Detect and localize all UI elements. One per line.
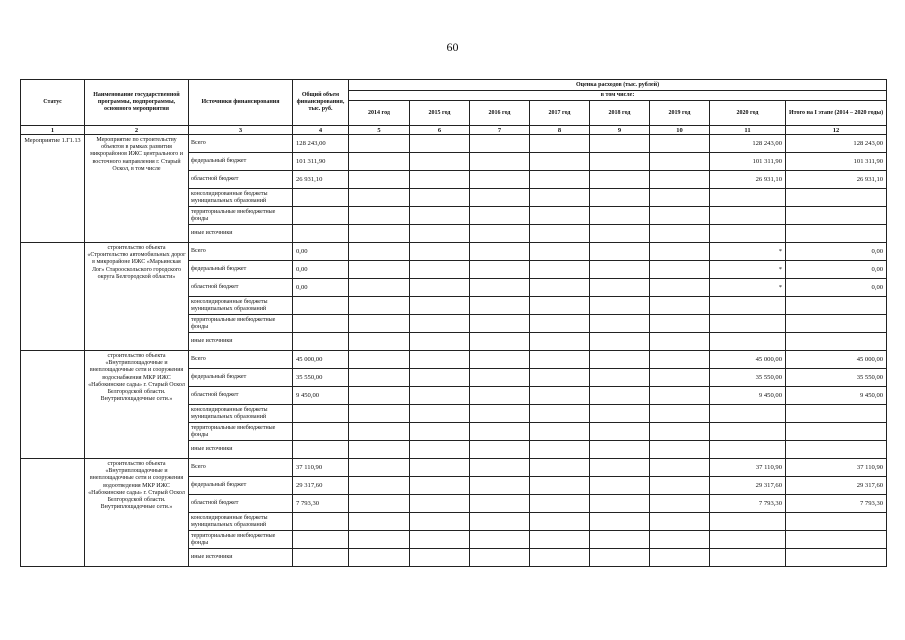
funding-source: областной бюджет: [189, 279, 293, 297]
funding-source: иные источники: [189, 441, 293, 459]
header-sources: Источники финансирования: [189, 80, 293, 126]
stage-total-amount: [786, 405, 887, 423]
year-amount: [650, 261, 710, 279]
funding-source: консолидированные бюджеты муниципальных образований: [189, 189, 293, 207]
row-name: Мероприятие по строительству объектов в рамках развития микрорайонов ИЖС центрального и восточного направления г. Старый Оскол, в том числе: [85, 135, 189, 243]
funding-source: федеральный бюджет: [189, 261, 293, 279]
year-amount: [349, 207, 410, 225]
stage-total-amount: 0,00: [786, 279, 887, 297]
funding-source: федеральный бюджет: [189, 153, 293, 171]
year-amount: [590, 459, 650, 477]
stage-total-amount: 101 311,90: [786, 153, 887, 171]
stage-total-amount: [786, 441, 887, 459]
funding-source: областной бюджет: [189, 387, 293, 405]
total-amount: [293, 189, 349, 207]
column-number: 12: [786, 126, 887, 135]
funding-source: иные источники: [189, 225, 293, 243]
funding-source: Всего: [189, 243, 293, 261]
year-amount: [349, 135, 410, 153]
year-amount: [590, 441, 650, 459]
year-2020-amount: [710, 189, 786, 207]
row-status: [21, 351, 85, 459]
year-amount: [590, 333, 650, 351]
table-row: [21, 351, 887, 369]
year-amount: [470, 171, 530, 189]
year-amount: [650, 315, 710, 333]
funding-source: областной бюджет: [189, 171, 293, 189]
year-amount: [349, 513, 410, 531]
year-amount: [410, 477, 470, 495]
year-2020-amount: [710, 531, 786, 549]
year-amount: [470, 333, 530, 351]
year-amount: [349, 261, 410, 279]
column-number: 5: [349, 126, 410, 135]
stage-total-amount: 7 793,30: [786, 495, 887, 513]
column-number: 7: [470, 126, 530, 135]
year-amount: [650, 459, 710, 477]
year-amount: [530, 279, 590, 297]
year-2020-amount: 29 317,60: [710, 477, 786, 495]
year-amount: [410, 333, 470, 351]
year-amount: [530, 243, 590, 261]
stage-total-amount: [786, 189, 887, 207]
year-amount: [590, 297, 650, 315]
year-amount: [410, 261, 470, 279]
year-amount: [349, 279, 410, 297]
year-amount: [590, 135, 650, 153]
year-2020-amount: *: [710, 243, 786, 261]
funding-source: территориальные внебюджетные фонды: [189, 531, 293, 549]
year-amount: [650, 531, 710, 549]
year-amount: [349, 333, 410, 351]
funding-source: Всего: [189, 459, 293, 477]
year-amount: [650, 243, 710, 261]
table-row: [21, 135, 887, 153]
year-amount: [470, 513, 530, 531]
year-amount: [590, 477, 650, 495]
stage-total-amount: [786, 207, 887, 225]
year-2020-amount: *: [710, 279, 786, 297]
year-amount: [349, 171, 410, 189]
column-number: 8: [530, 126, 590, 135]
year-amount: [530, 351, 590, 369]
header-year: 2019 год: [650, 101, 710, 126]
year-amount: [590, 153, 650, 171]
year-amount: [650, 135, 710, 153]
year-amount: [530, 549, 590, 567]
year-amount: [349, 495, 410, 513]
year-amount: [590, 387, 650, 405]
year-amount: [349, 243, 410, 261]
header-total: Общий объем финансирования, тыс. руб.: [293, 80, 349, 126]
year-amount: [410, 405, 470, 423]
total-amount: [293, 333, 349, 351]
year-2020-amount: [710, 513, 786, 531]
column-number: 6: [410, 126, 470, 135]
year-amount: [590, 207, 650, 225]
year-amount: [349, 405, 410, 423]
year-amount: [590, 369, 650, 387]
year-2020-amount: [710, 207, 786, 225]
year-amount: [349, 315, 410, 333]
year-amount: [590, 405, 650, 423]
header-estimate: Оценка расходов (тыс. рублей): [349, 80, 887, 91]
total-amount: 45 000,00: [293, 351, 349, 369]
year-amount: [470, 243, 530, 261]
total-amount: [293, 405, 349, 423]
total-amount: [293, 207, 349, 225]
header-stage-total: Итого на I этапе (2014 – 2020 годы): [786, 101, 887, 126]
stage-total-amount: 26 931,10: [786, 171, 887, 189]
year-amount: [650, 351, 710, 369]
column-number: 11: [710, 126, 786, 135]
year-amount: [590, 171, 650, 189]
year-amount: [650, 297, 710, 315]
year-amount: [410, 531, 470, 549]
year-amount: [410, 351, 470, 369]
total-amount: 29 317,60: [293, 477, 349, 495]
year-2020-amount: *: [710, 261, 786, 279]
funding-source: территориальные внебюджетные фонды: [189, 315, 293, 333]
funding-source: иные источники: [189, 333, 293, 351]
total-amount: [293, 225, 349, 243]
year-amount: [530, 297, 590, 315]
financing-table: [20, 79, 887, 567]
year-amount: [530, 135, 590, 153]
year-amount: [530, 441, 590, 459]
year-amount: [530, 153, 590, 171]
total-amount: 0,00: [293, 243, 349, 261]
year-amount: [530, 333, 590, 351]
year-amount: [349, 369, 410, 387]
year-amount: [650, 441, 710, 459]
funding-source: Всего: [189, 351, 293, 369]
total-amount: 35 550,00: [293, 369, 349, 387]
stage-total-amount: 35 550,00: [786, 369, 887, 387]
total-amount: [293, 531, 349, 549]
year-2020-amount: [710, 315, 786, 333]
year-2020-amount: 101 311,90: [710, 153, 786, 171]
total-amount: 0,00: [293, 279, 349, 297]
total-amount: 7 793,30: [293, 495, 349, 513]
stage-total-amount: 9 450,00: [786, 387, 887, 405]
stage-total-amount: [786, 297, 887, 315]
year-amount: [410, 243, 470, 261]
funding-source: консолидированные бюджеты муниципальных образований: [189, 513, 293, 531]
year-2020-amount: 7 793,30: [710, 495, 786, 513]
year-amount: [650, 495, 710, 513]
year-amount: [650, 189, 710, 207]
year-amount: [650, 207, 710, 225]
total-amount: 37 110,90: [293, 459, 349, 477]
row-status: [21, 459, 85, 567]
year-amount: [410, 297, 470, 315]
year-amount: [470, 207, 530, 225]
page-number: 60: [446, 40, 459, 54]
header-year: 2020 год: [710, 101, 786, 126]
year-amount: [650, 549, 710, 567]
year-amount: [530, 405, 590, 423]
year-2020-amount: 35 550,00: [710, 369, 786, 387]
total-amount: [293, 513, 349, 531]
year-amount: [470, 135, 530, 153]
year-amount: [349, 351, 410, 369]
row-status: Мероприятие 1.Г1.13: [21, 135, 85, 243]
year-amount: [470, 495, 530, 513]
year-2020-amount: 45 000,00: [710, 351, 786, 369]
year-amount: [349, 549, 410, 567]
year-amount: [349, 189, 410, 207]
year-amount: [650, 405, 710, 423]
year-amount: [470, 405, 530, 423]
year-amount: [410, 279, 470, 297]
year-amount: [530, 207, 590, 225]
year-2020-amount: [710, 333, 786, 351]
year-amount: [650, 279, 710, 297]
table-row: [21, 459, 887, 477]
year-amount: [470, 315, 530, 333]
year-amount: [590, 423, 650, 441]
column-number: 9: [590, 126, 650, 135]
year-amount: [470, 351, 530, 369]
year-amount: [590, 495, 650, 513]
stage-total-amount: [786, 513, 887, 531]
year-amount: [410, 441, 470, 459]
year-amount: [650, 477, 710, 495]
year-amount: [470, 549, 530, 567]
year-amount: [410, 549, 470, 567]
year-amount: [410, 369, 470, 387]
total-amount: 26 931,10: [293, 171, 349, 189]
stage-total-amount: 45 000,00: [786, 351, 887, 369]
year-amount: [410, 495, 470, 513]
year-amount: [470, 153, 530, 171]
funding-source: территориальные внебюджетные фонды: [189, 207, 293, 225]
row-name: строительство объекта «Строительство автомобильных дорог в микрорайоне ИЖС «Марьинская Лог» Старооскольского городского округа Белгородской области»: [85, 243, 189, 351]
year-amount: [590, 189, 650, 207]
year-amount: [410, 513, 470, 531]
year-amount: [410, 207, 470, 225]
year-amount: [590, 243, 650, 261]
stage-total-amount: [786, 315, 887, 333]
header-including: в том числе:: [349, 91, 887, 101]
column-number: 1: [21, 126, 85, 135]
year-amount: [530, 171, 590, 189]
total-amount: 0,00: [293, 261, 349, 279]
year-amount: [470, 369, 530, 387]
year-amount: [650, 423, 710, 441]
year-amount: [470, 441, 530, 459]
year-2020-amount: [710, 405, 786, 423]
year-amount: [650, 333, 710, 351]
year-amount: [530, 387, 590, 405]
year-amount: [470, 261, 530, 279]
total-amount: [293, 549, 349, 567]
column-number: 2: [85, 126, 189, 135]
year-amount: [349, 387, 410, 405]
year-amount: [530, 495, 590, 513]
year-2020-amount: 128 243,00: [710, 135, 786, 153]
header-status: Статус: [21, 80, 85, 126]
year-amount: [650, 225, 710, 243]
stage-total-amount: [786, 225, 887, 243]
year-amount: [410, 171, 470, 189]
total-amount: 101 311,90: [293, 153, 349, 171]
header-name: Наименование государственной программы, подпрограммы, основного мероприятия: [85, 80, 189, 126]
year-amount: [650, 387, 710, 405]
year-amount: [470, 225, 530, 243]
row-status: [21, 243, 85, 351]
year-2020-amount: 26 931,10: [710, 171, 786, 189]
year-amount: [530, 459, 590, 477]
year-amount: [349, 297, 410, 315]
funding-source: иные источники: [189, 549, 293, 567]
year-amount: [590, 513, 650, 531]
total-amount: 9 450,00: [293, 387, 349, 405]
year-amount: [530, 315, 590, 333]
total-amount: [293, 315, 349, 333]
stage-total-amount: 0,00: [786, 243, 887, 261]
year-2020-amount: [710, 297, 786, 315]
year-amount: [410, 387, 470, 405]
year-amount: [470, 297, 530, 315]
year-amount: [349, 423, 410, 441]
year-amount: [410, 459, 470, 477]
year-amount: [349, 153, 410, 171]
year-amount: [470, 423, 530, 441]
stage-total-amount: [786, 549, 887, 567]
year-amount: [650, 171, 710, 189]
year-amount: [590, 351, 650, 369]
stage-total-amount: [786, 333, 887, 351]
total-amount: [293, 423, 349, 441]
stage-total-amount: 37 110,90: [786, 459, 887, 477]
header-year: 2016 год: [470, 101, 530, 126]
year-amount: [349, 477, 410, 495]
year-amount: [530, 189, 590, 207]
year-2020-amount: [710, 225, 786, 243]
row-name: строительство объекта «Внутриплощадочные и внеплощадочные сети и сооружения водоснабжения МКР ИЖС «Набокинские сады» г. Старый Оскол Белгородской области. Внутриплощадочные сети.»: [85, 351, 189, 459]
header-year: 2017 год: [530, 101, 590, 126]
total-amount: [293, 297, 349, 315]
year-2020-amount: [710, 441, 786, 459]
header-year: 2018 год: [590, 101, 650, 126]
funding-source: территориальные внебюджетные фонды: [189, 423, 293, 441]
year-amount: [349, 225, 410, 243]
column-number: 10: [650, 126, 710, 135]
year-amount: [410, 153, 470, 171]
year-2020-amount: 37 110,90: [710, 459, 786, 477]
year-amount: [349, 441, 410, 459]
year-2020-amount: [710, 423, 786, 441]
year-2020-amount: 9 450,00: [710, 387, 786, 405]
year-amount: [470, 279, 530, 297]
year-amount: [590, 531, 650, 549]
year-amount: [530, 531, 590, 549]
year-amount: [650, 513, 710, 531]
year-amount: [410, 189, 470, 207]
funding-source: консолидированные бюджеты муниципальных образований: [189, 297, 293, 315]
stage-total-amount: 29 317,60: [786, 477, 887, 495]
year-amount: [410, 135, 470, 153]
year-amount: [349, 459, 410, 477]
total-amount: [293, 441, 349, 459]
year-amount: [530, 513, 590, 531]
header-year: 2015 год: [410, 101, 470, 126]
column-number: 3: [189, 126, 293, 135]
year-amount: [590, 549, 650, 567]
stage-total-amount: 128 243,00: [786, 135, 887, 153]
year-2020-amount: [710, 549, 786, 567]
year-amount: [530, 225, 590, 243]
year-amount: [470, 189, 530, 207]
stage-total-amount: [786, 531, 887, 549]
year-amount: [410, 423, 470, 441]
year-amount: [349, 531, 410, 549]
year-amount: [650, 153, 710, 171]
year-amount: [470, 477, 530, 495]
column-number: 4: [293, 126, 349, 135]
stage-total-amount: [786, 423, 887, 441]
stage-total-amount: 0,00: [786, 261, 887, 279]
year-amount: [590, 315, 650, 333]
year-amount: [410, 225, 470, 243]
funding-source: консолидированные бюджеты муниципальных образований: [189, 405, 293, 423]
funding-source: федеральный бюджет: [189, 477, 293, 495]
year-amount: [590, 261, 650, 279]
row-name: строительство объекта «Внутриплощадочные и внеплощадочные сети и сооружения водоотведения МКР ИЖС «Набокинские сады» г. Старый Оскол Белгородской области. Внутриплощадочные сети.»: [85, 459, 189, 567]
funding-source: областной бюджет: [189, 495, 293, 513]
year-amount: [530, 423, 590, 441]
year-amount: [530, 477, 590, 495]
year-amount: [410, 315, 470, 333]
year-amount: [470, 459, 530, 477]
year-amount: [590, 225, 650, 243]
header-year: 2014 год: [349, 101, 410, 126]
total-amount: 128 243,00: [293, 135, 349, 153]
funding-source: Всего: [189, 135, 293, 153]
year-amount: [650, 369, 710, 387]
year-amount: [470, 531, 530, 549]
year-amount: [530, 369, 590, 387]
year-amount: [530, 261, 590, 279]
funding-source: федеральный бюджет: [189, 369, 293, 387]
table-row: [21, 243, 887, 261]
year-amount: [590, 279, 650, 297]
year-amount: [470, 387, 530, 405]
